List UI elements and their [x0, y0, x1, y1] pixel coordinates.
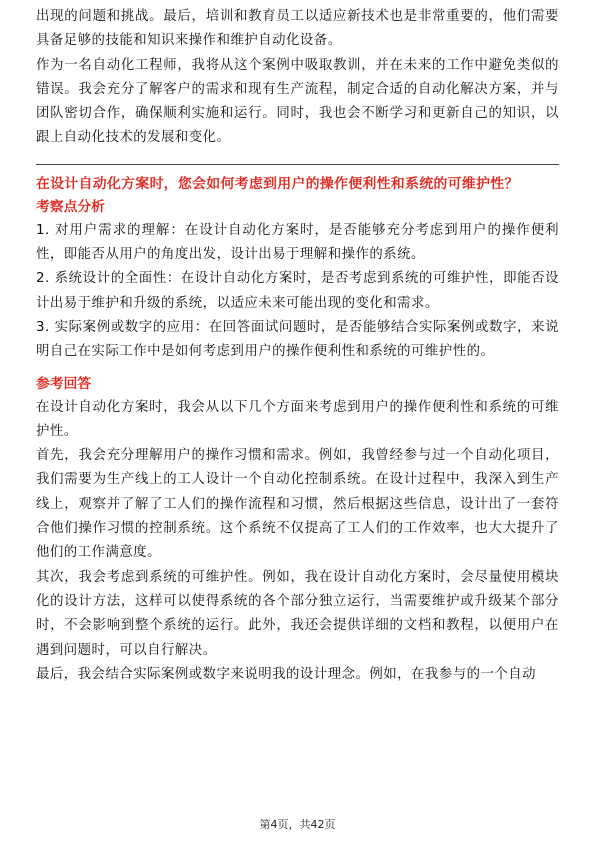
answer-heading: 参考回答 [36, 375, 92, 392]
answer-paragraph: 其次，我会考虑到系统的可维护性。例如，我在设计自动化方案时，会尽量使用模块化的设计方法，这样可以使得系统的各个部分独立运行，当需要维护或升级某个部分时，不会影响到整个系统的运行。此外，我还会提供详细的文档和教程，以便用户在遇到问题时，可以自行解决。 [36, 569, 559, 658]
analysis-heading: 考察点分析 [36, 198, 105, 215]
answer-paragraph: 在设计自动化方案时，我会从以下几个方面来考虑到用户的操作便利性和系统的可维护性。 [36, 399, 559, 439]
intro-paragraph: 出现的问题和挑战。最后，培训和教育员工以适应新技术也是非常重要的，他们需要具备足够的技能和知识来操作和维护自动化设备。 [36, 9, 559, 49]
analysis-item: 2. 系统设计的全面性：在设计自动化方案时，是否考虑到系统的可维护性，即能否设计出易于维护和升级的系统，以适应未来可能出现的变化和需求。 [36, 271, 559, 311]
analysis-section [36, 195, 559, 365]
intro-paragraph: 作为一名自动化工程师，我将从这个案例中吸取教训，并在未来的工作中避免类似的错误。我会充分了解客户的需求和现有生产流程，制定合适的自动化解决方案，并与团队密切合作，确保顺利实施和运行。同时，我也会不断学习和更新自己的知识，以跟上自动化技术的发展和变化。 [36, 57, 559, 146]
section-divider [36, 164, 559, 165]
answer-paragraph: 首先，我会充分理解用户的操作习惯和需求。例如，我曾经参与过一个自动化项目，我们需要为生产线上的工人设计一个自动化控制系统。在设计过程中，我深入到生产线上，观察并了解了工人们的操作流程和习惯，然后根据这些信息，设计出了一套符合他们操作习惯的控制系统。这个系统不仅提高了工人们的工作效率，也大大提升了他们的工作满意度。 [36, 448, 559, 561]
question-heading: 在设计自动化方案时，您会如何考虑到用户的操作便利性和系统的可维护性？ [36, 175, 519, 192]
page-number: 第4页，共42页 [259, 818, 336, 831]
analysis-item: 3. 实际案例或数字的应用：在回答面试问题时，是否能够结合实际案例或数字，来说明自己在实际工作中是如何考虑到用户的操作便利性和系统的可维护性的。 [36, 319, 559, 360]
intro-section [36, 0, 559, 151]
analysis-item: 1. 对用户需求的理解：在设计自动化方案时，是否能够充分考虑到用户的操作便利性，即能否从用户的角度出发，设计出易于理解和操作的系统。 [36, 222, 559, 263]
answer-section [36, 372, 559, 688]
answer-paragraph: 最后，我会结合实际案例或数字来说明我的设计理念。例如，在我参与的一个自动 [36, 666, 537, 682]
